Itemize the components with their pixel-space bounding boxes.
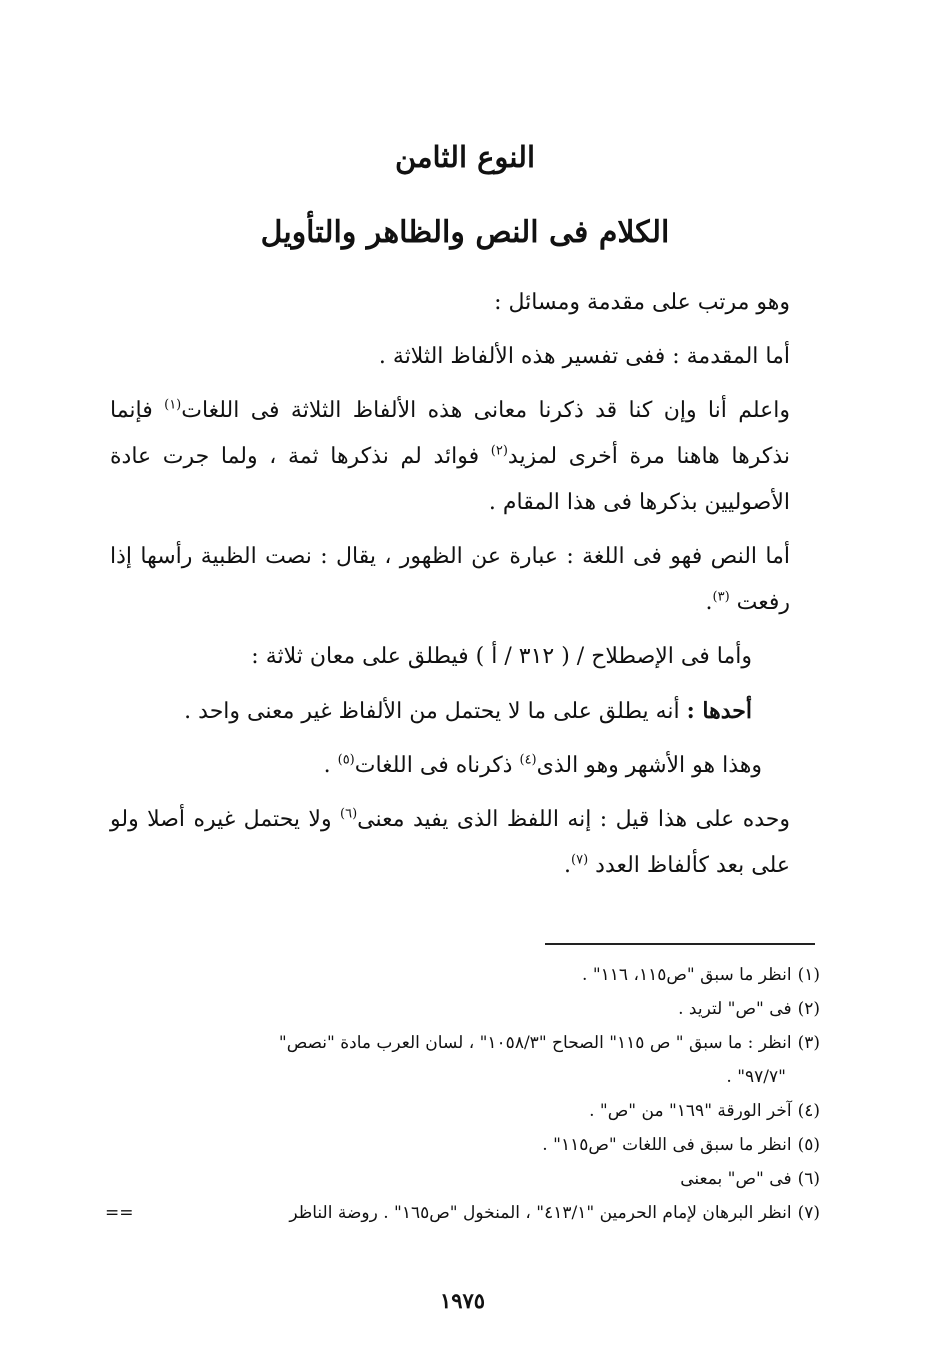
footnote-ref: (٧) — [571, 852, 589, 868]
footnote-ref: (٢) — [490, 443, 508, 459]
footnote-ref: (٣) — [712, 589, 730, 605]
paragraph-most-common: وهذا هو الأشهر وهو الذى$^{(٤)}$ ذكرناه فى اللغات$^{(٥)}$ . — [323, 752, 762, 778]
footnote-ref: (٦) — [340, 806, 358, 822]
footnote: (٣) انظر : ما سبق " ص ١١٥" الصحاح "١٠٥٨/٣" ، لسان العرب مادة "نصص" — [278, 1033, 820, 1053]
footnote: (٧)انظر البرهان لإمام الحرمين "٤١٣/١" ، المنخول "ص١٦٥" . روضة الناظر == — [105, 1196, 820, 1230]
footnote: (٢) فى "ص" لتريد . — [678, 999, 820, 1019]
paragraph-first-meaning: أحدها : أنه يطلق على ما لا يحتمل من الألفاظ غير معنى واحد . — [184, 698, 752, 724]
continuation-mark: == — [105, 1203, 134, 1223]
paragraph-definition: وحده على هذا قيل : إنه اللفظ الذى يفيد معنى$^{(٦)}$ ولا يحتمل غيره أصلا ولو على بعد كألفاظ العدد $^{(٧)}$. — [110, 806, 790, 878]
paragraph-terminology: وأما فى الإصطلاح / ( ٣١٢ / أ ) فيطلق على معان ثلاثة : — [251, 644, 752, 669]
footnote: (٤) آخر الورقة "١٦٩" من "ص" . — [589, 1101, 820, 1121]
footnote: (١) انظر ما سبق "ص١١٥، ١١٦" . — [582, 965, 820, 985]
footnote-ref: (٥) — [337, 752, 355, 768]
paragraph-intro: وهو مرتب على مقدمة ومسائل : — [494, 290, 790, 315]
chapter-title: الكلام فى النص والظاهر والتأويل — [260, 215, 670, 250]
paragraph-explanation: واعلم أنا وإن كنا قد ذكرنا معانى هذه الألفاظ الثلاثة فى اللغات$^{(١)}$ فإنما نذكرها هاهنا مرة أخرى لمزيد$^{(٢)}$ فوائد لم نذكرها ثمة ، ولما جرت عادة الأصوليين بذكرها فى هذا المقام . — [110, 397, 791, 515]
section-label: النوع الثامن — [394, 140, 536, 174]
footnote-ref: (١) — [164, 397, 182, 413]
footnote: (٦) فى "ص" بمعنى — [680, 1169, 820, 1189]
footnote-continuation: "٩٧/٧" . — [726, 1067, 786, 1087]
footnotes — [105, 958, 820, 1230]
footnote: (٥) انظر ما سبق فى اللغات "ص١١٥" . — [542, 1135, 820, 1155]
body-text — [110, 280, 820, 897]
page-number: ١٩٧٥ — [439, 1288, 486, 1313]
paragraph-nass-language: أما النص فهو فى اللغة : عبارة عن الظهور ، يقال : نصت الظبية رأسها إذا رفعت $^{(٣)}$. — [110, 544, 790, 615]
paragraph-introduction: أما المقدمة : ففى تفسير هذه الألفاظ الثلاثة . — [378, 344, 790, 369]
footnote-divider — [545, 943, 815, 945]
footnote-ref: (٤) — [519, 752, 537, 768]
